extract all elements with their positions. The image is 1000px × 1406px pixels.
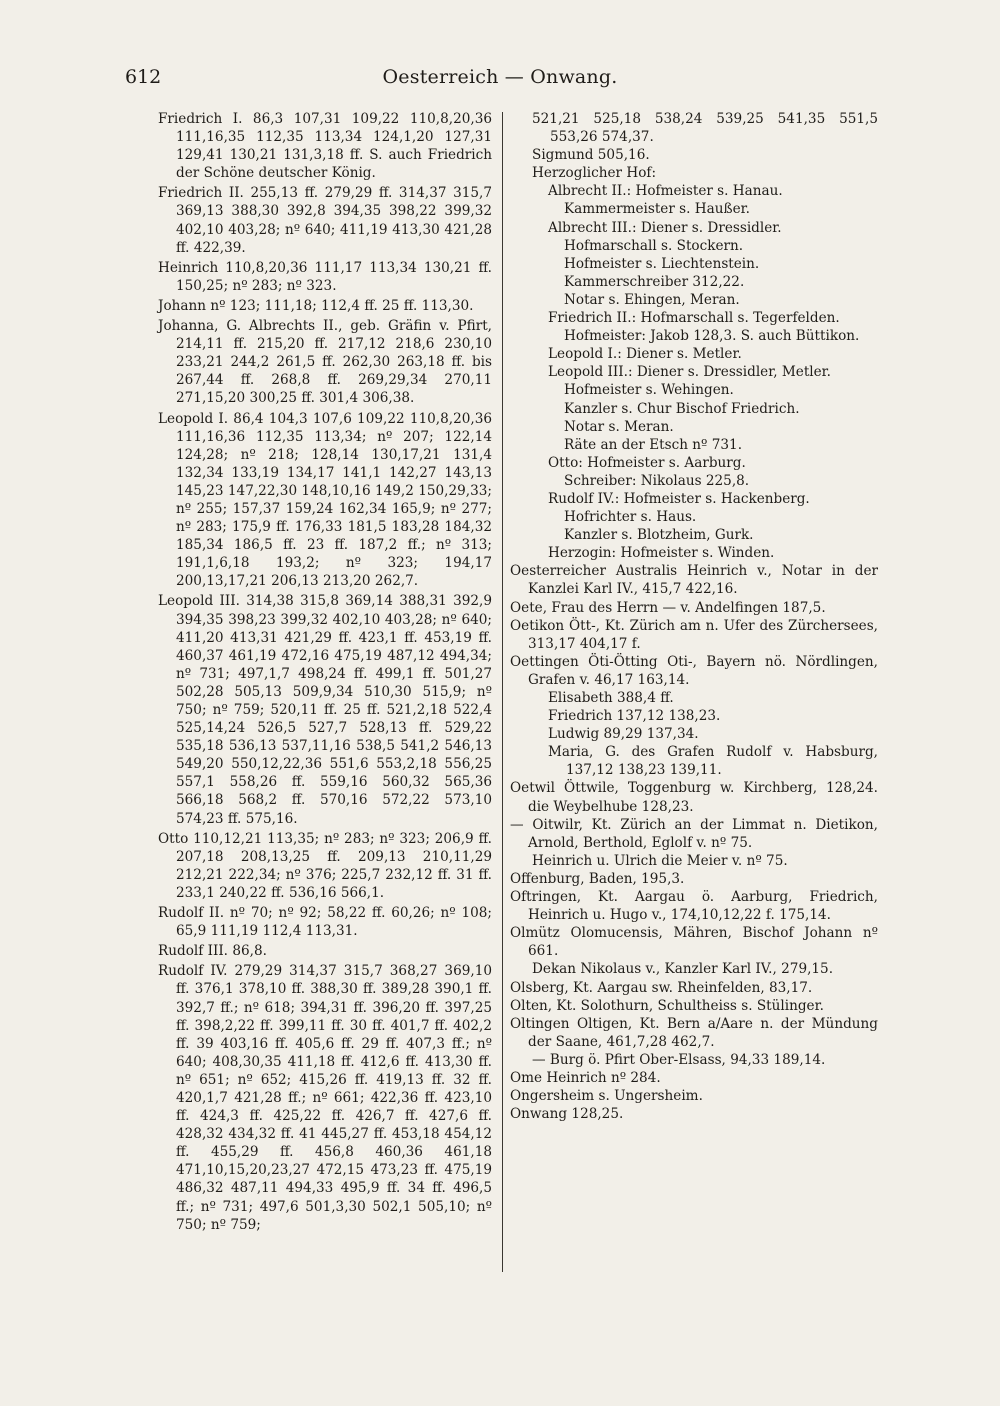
index-entry: Notar s. Ehingen, Meran. <box>564 291 740 308</box>
index-entry: Leopold I.: Diener s. Metler. <box>548 346 742 363</box>
running-title: Oesterreich — Onwang. <box>382 66 618 88</box>
index-entry: Albrecht III.: Diener s. Dressidler. <box>548 219 782 236</box>
index-entry: Friedrich II. 255,13 ff. 279,29 ff. 314,37 315,7 369,13 388,30 392,8 394,35 398,22 399,32 402,10 403,28; nº 640; 411,19 413,30 421,28 ff. 422,39. <box>158 185 492 256</box>
index-entry: Oetikon Ött-, Kt. Zürich am n. Ufer des Zürchersees, 313,17 404,17 f. <box>510 617 878 652</box>
index-entry: Räte an der Etsch nº 731. <box>564 436 743 453</box>
index-entry: Kammermeister s. Haußer. <box>564 201 750 218</box>
index-entry: Offenburg, Baden, 195,3. <box>510 870 685 887</box>
index-entry: Friedrich II.: Hofmarschall s. Tegerfelden. <box>548 310 840 327</box>
left-column <box>158 110 492 1234</box>
page-header <box>125 66 875 96</box>
index-entry: Herzoglicher Hof: <box>532 165 657 182</box>
index-entry: Leopold III. 314,38 315,8 369,14 388,31 392,9 394,35 398,23 399,32 402,10 403,28; nº 640; 411,20 413,31 421,29 ff. 423,1 ff. 453,19 ff. 460,37 461,19 472,16 475,19 487,12 494,34; nº 731; 497,1,7 498,24 ff. 499,1 ff. 501,27 502,28 505,13 509,9,34 510,30 515,9; nº 750; nº 759; 520,11 ff. 25 ff. 521,2,18 522,4 525,14,24 526,5 527,7 528,13 ff. 529,22 535,18 536,13 537,11,16 538,5 541,2 546,13 549,20 550,12,22,36 551,6 553,2,18 556,25 557,1 558,26 ff. 559,16 560,32 565,36 566,18 568,2 ff. 570,16 572,22 573,10 574,23 ff. 575,16. <box>158 593 492 827</box>
index-entry: Ongersheim s. Ungersheim. <box>510 1088 703 1105</box>
index-entry: Maria, G. des Grafen Rudolf v. Habsburg, 137,12 138,23 139,11. <box>548 744 878 779</box>
index-entry: Albrecht II.: Hofmeister s. Hanau. <box>548 183 783 200</box>
index-entry: Oltingen Oltigen, Kt. Bern a/Aare n. der Mündung der Saane, 461,7,28 462,7. <box>510 1015 878 1050</box>
index-entry: Otto: Hofmeister s. Aarburg. <box>548 454 746 471</box>
index-entry: Oettingen Öti-Ötting Oti-, Bayern nö. Nördlingen, Grafen v. 46,17 163,14. <box>510 653 878 688</box>
index-entry: Rudolf II. nº 70; nº 92; 58,22 ff. 60,26; nº 108; 65,9 111,19 112,4 113,31. <box>158 905 492 940</box>
index-entry: Rudolf IV. 279,29 314,37 315,7 368,27 369,10 ff. 376,1 378,10 ff. 388,30 ff. 389,28 390,1 ff. 392,7 ff.; nº 618; 394,31 ff. 396,20 ff. 397,25 ff. 398,2,22 ff. 399,11 ff. 30 ff. 401,7 ff. 402,2 ff. 39 403,16 ff. 405,6 ff. 29 ff. 407,3 ff.; nº 640; 408,30,35 411,18 ff. 412,6 ff. 413,30 ff. nº 651; nº 652; 415,26 ff. 419,13 ff. 32 ff. 420,1,7 421,28 ff.; nº 661; 422,36 ff. 423,10 ff. 424,3 ff. 425,22 ff. 426,7 ff. 427,6 ff. 428,32 434,32 ff. 41 445,27 ff. 453,18 454,12 ff. 455,29 ff. 456,8 460,36 461,18 471,10,15,20,23,27 472,15 473,23 ff. 475,19 486,32 487,11 494,33 495,9 ff. 34 ff. 496,5 ff.; nº 731; 497,6 501,3,30 502,1 505,10; nº 750; nº 759; <box>158 963 492 1233</box>
index-entry: Oetwil Öttwile, Toggenburg w. Kirchberg, 128,24. die Weybelhube 128,23. <box>510 780 878 815</box>
index-entry: Rudolf IV.: Hofmeister s. Hackenberg. <box>548 490 810 507</box>
index-entry: Herzogin: Hofmeister s. Winden. <box>548 545 775 562</box>
index-entry: Kanzler s. Chur Bischof Friedrich. <box>564 400 800 417</box>
index-entry: Hofmeister: Jakob 128,3. S. auch Büttikon. <box>564 328 860 345</box>
index-entry: Otto 110,12,21 113,35; nº 283; nº 323; 206,9 ff. 207,18 208,13,25 ff. 209,13 210,11,29 212,21 222,34; nº 376; 225,7 232,12 ff. 31 ff. 233,1 240,22 ff. 536,16 566,1. <box>158 830 492 901</box>
page-number: 612 <box>125 66 162 88</box>
index-entry: Friedrich 137,12 138,23. <box>548 708 721 725</box>
index-entry: 521,21 525,18 538,24 539,25 541,35 551,5 553,26 574,37. <box>532 111 878 146</box>
column-divider <box>502 112 503 1272</box>
index-entry: Hofrichter s. Haus. <box>564 509 697 526</box>
index-entry: Onwang 128,25. <box>510 1106 624 1123</box>
index-entry: — Burg ö. Pfirt Ober-Elsass, 94,33 189,14. <box>532 1051 826 1068</box>
index-entry: Ludwig 89,29 137,34. <box>548 726 699 743</box>
index-entry: Oete, Frau des Herrn — v. Andelfingen 187,5. <box>510 599 826 616</box>
index-entry: Rudolf III. 86,8. <box>158 943 267 960</box>
index-entry: Heinrich 110,8,20,36 111,17 113,34 130,21 ff. 150,25; nº 283; nº 323. <box>158 259 492 294</box>
index-entry: Elisabeth 388,4 ff. <box>548 690 674 706</box>
index-entry: Notar s. Meran. <box>564 418 674 435</box>
index-entry: Hofmeister s. Liechtenstein. <box>564 255 760 272</box>
index-entry: Schreiber: Nikolaus 225,8. <box>564 472 750 489</box>
index-entry: Oesterreicher Australis Heinrich v., Notar in der Kanzlei Karl IV., 415,7 422,16. <box>510 563 878 598</box>
index-entry: Ome Heinrich nº 284. <box>510 1069 661 1086</box>
index-entry: Oftringen, Kt. Aargau ö. Aarburg, Friedrich, Heinrich u. Hugo v., 174,10,12,22 f. 175,14. <box>510 889 878 924</box>
index-entry: Johanna, G. Albrechts II., geb. Gräfin v. Pfirt, 214,11 ff. 215,20 ff. 217,12 218,6 230,10 233,21 244,2 261,5 ff. 262,30 263,18 ff. bis 267,44 ff. 268,8 ff. 269,29,34 270,11 271,15,20 300,25 ff. 301,4 306,38. <box>158 318 492 407</box>
index-entry: Dekan Nikolaus v., Kanzler Karl IV., 279,15. <box>532 961 834 978</box>
index-entry: Hofmeister s. Wehingen. <box>564 382 734 399</box>
index-entry: Heinrich u. Ulrich die Meier v. nº 75. <box>532 852 788 869</box>
index-entry: — Oitwilr, Kt. Zürich an der Limmat n. Dietikon, Arnold, Berthold, Eglolf v. nº 75. <box>510 816 878 851</box>
index-entry: Sigmund 505,16. <box>532 147 650 164</box>
index-entry: Leopold III.: Diener s. Dressidler, Metler. <box>548 364 831 381</box>
index-entry: Olmütz Olomucensis, Mähren, Bischof Johann nº 661. <box>510 925 878 960</box>
index-entry: Friedrich I. 86,3 107,31 109,22 110,8,20,36 111,16,35 112,35 113,34 124,1,20 127,31 129,41 130,21 131,3,18 ff. S. auch Friedrich der Schöne deutscher König. <box>158 111 492 182</box>
index-entry: Olsberg, Kt. Aargau sw. Rheinfelden, 83,17. <box>510 979 813 996</box>
index-entry: Kanzler s. Blotzheim, Gurk. <box>564 527 754 544</box>
index-entry: Hofmarschall s. Stockern. <box>564 237 744 254</box>
index-entry: Olten, Kt. Solothurn, Schultheiss s. Stülinger. <box>510 997 824 1014</box>
right-column <box>510 110 878 1123</box>
index-entry: Kammerschreiber 312,22. <box>564 273 745 290</box>
index-entry: Leopold I. 86,4 104,3 107,6 109,22 110,8,20,36 111,16,36 112,35 113,34; nº 207; 122,14 124,28; nº 218; 128,14 130,17,21 131,4 132,34 133,19 134,17 141,1 142,27 143,13 145,23 147,22,30 148,10,16 149,2 150,29,33; nº 255; 157,37 159,24 162,34 165,9; nº 277; nº 283; 175,9 ff. 176,33 181,5 183,28 184,32 185,34 186,5 ff. 23 ff. 187,2 ff.; nº 313; 191,1,6,18 193,2; nº 323; 194,17 200,13,17,21 206,13 213,20 262,7. <box>158 410 492 590</box>
index-entry: Johann nº 123; 111,18; 112,4 ff. 25 ff. 113,30. <box>158 297 474 314</box>
